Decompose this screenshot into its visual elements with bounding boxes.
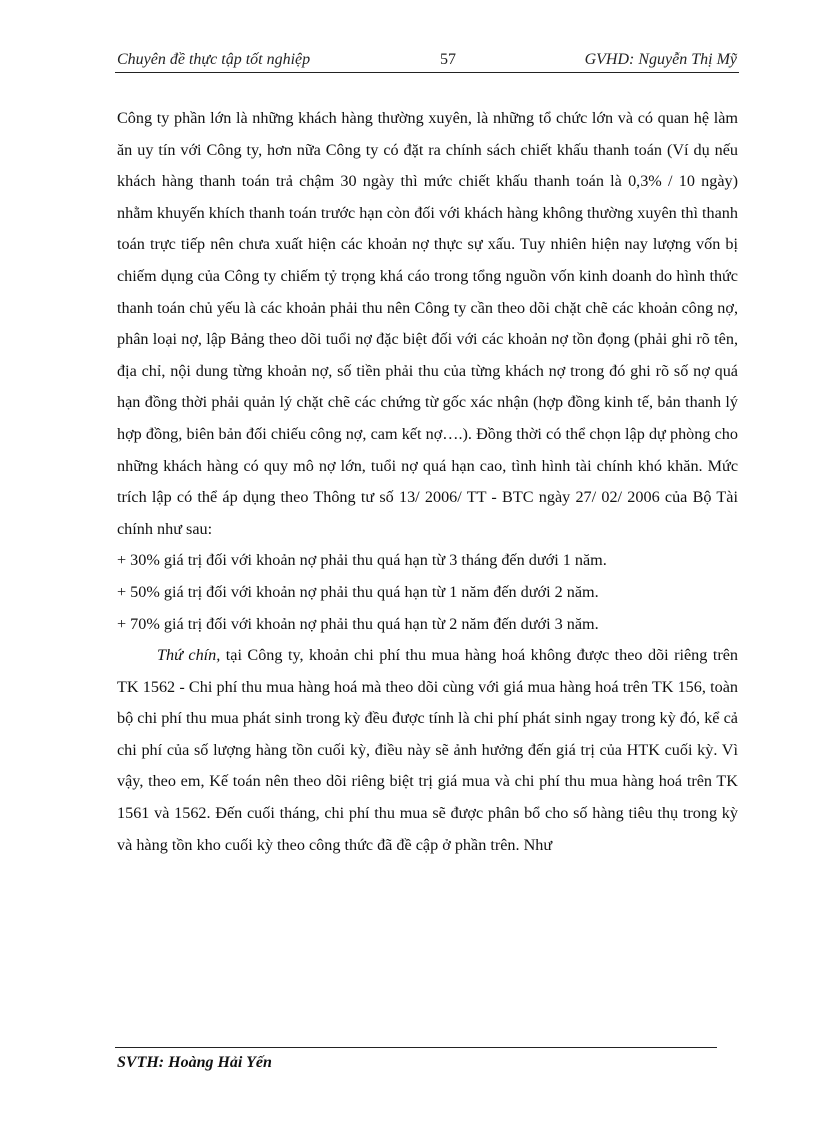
footer-divider [115, 1047, 717, 1048]
document-body [117, 103, 738, 861]
page-header [115, 50, 739, 73]
footer-author: SVTH: Hoàng Hải Yến [117, 1054, 272, 1071]
header-advisor: GVHD: Nguyễn Thị Mỹ [584, 51, 737, 68]
paragraph-lead: Thứ chín, [157, 646, 221, 665]
page-number: 57 [440, 51, 456, 68]
paragraph [117, 640, 738, 861]
list-item: + 50% giá trị đối với khoản nợ phải thu quá hạn từ 1 năm đến dưới 2 năm. [117, 582, 599, 601]
paragraph-text: tại Công ty, khoản chi phí thu mua hàng hoá không được theo dõi riêng trên TK 1562 - Chi phí thu mua hàng hoá mà theo dõi cùng với giá mua hàng hoá trên TK 156, toàn bộ chi phí thu mua phát sinh trong kỳ đều được tính là chi phí phát sinh ngay trong kỳ đó, kể cả chi phí của số lượng hàng tồn cuối kỳ, điều này sẽ ảnh hưởng đến giá trị của HTK cuối kỳ. Vì vậy, theo em, Kế toán nên theo dõi riêng biệt trị giá mua và chi phí thu mua hàng hoá trên TK 1561 và 1562. Đến cuối tháng, chi phí thu mua sẽ được phân bổ cho số hàng tiêu thụ trong kỳ và hàng tồn kho cuối kỳ theo công thức đã đề cập ở phần trên. Như [117, 646, 738, 854]
header-title: Chuyên đề thực tập tốt nghiệp [117, 51, 311, 68]
list-item: + 70% giá trị đối với khoản nợ phải thu quá hạn từ 2 năm đến dưới 3 năm. [117, 614, 599, 633]
paragraph: Công ty phần lớn là những khách hàng thường xuyên, là những tổ chức lớn và có quan hệ làm ăn uy tín với Công ty, hơn nữa Công ty có đặt ra chính sách chiết khấu thanh toán (Ví dụ nếu khách hàng thanh toán trả chậm 30 ngày thì mức chiết khấu thanh toán là 0,3% / 10 ngày) nhằm khuyến khích thanh toán trước hạn còn đối với khách hàng không thường xuyên thì thanh toán trực tiếp nên chưa xuất hiện các khoản nợ thực sự xấu. Tuy nhiên hiện nay lượng vốn bị chiếm dụng của Công ty chiếm tỷ trọng khá cáo trong tổng nguồn vốn kinh doanh do hình thức thanh toán chủ yếu là các khoản phải thu nên Công ty cần theo dõi chặt chẽ các khoản công nợ, phân loại nợ, lập Bảng theo dõi tuổi nợ đặc biệt đối với các khoản nợ tồn đọng (phải ghi rõ tên, địa chỉ, nội dung từng khoản nợ, số tiền phải thu của từng khách nợ trong đó ghi rõ số nợ quá hạn đồng thời phải quản lý chặt chẽ các chứng từ gốc xác nhận (hợp đồng kinh tế, bản thanh lý hợp đồng, biên bản đối chiếu công nợ, cam kết nợ….). Đồng thời có thể chọn lập dự phòng cho những khách hàng có quy mô nợ lớn, tuổi nợ quá hạn cao, tình hình tài chính khó khăn. Mức trích lập có thể áp dụng theo Thông tư số 13/ 2006/ TT - BTC ngày 27/ 02/ 2006 của Bộ Tài chính như sau: [117, 109, 738, 538]
list-item: + 30% giá trị đối với khoản nợ phải thu quá hạn từ 3 tháng đến dưới 1 năm. [117, 551, 607, 570]
